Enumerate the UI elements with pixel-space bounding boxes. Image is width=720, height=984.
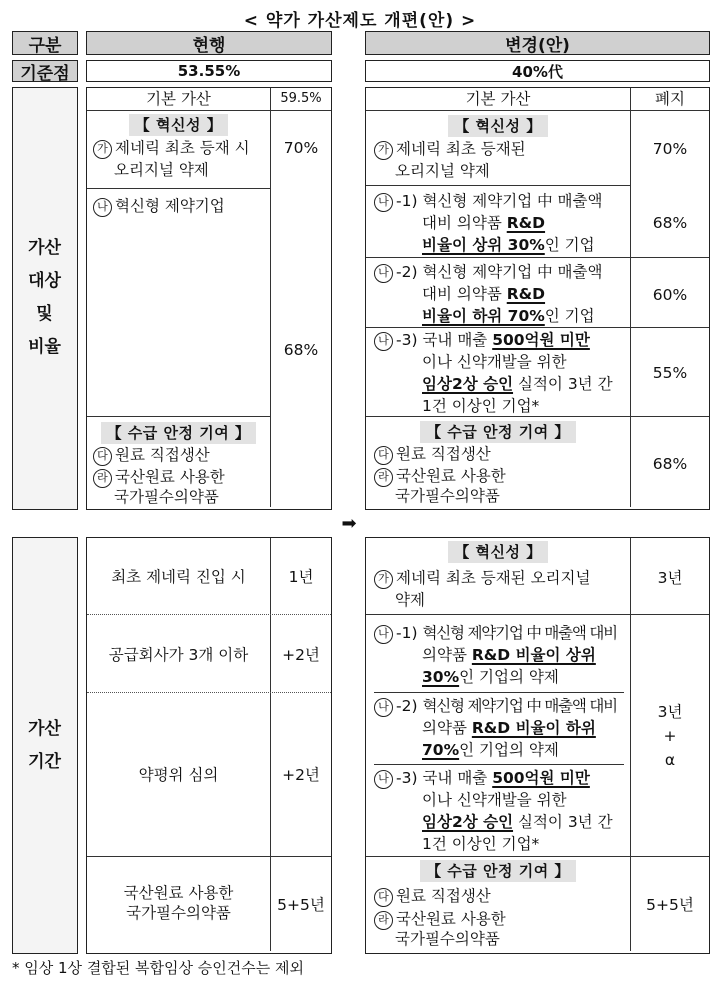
proposed-item-b1: 나 -1) 혁신형 제약기업 中 매출액 대비 의약품 R&D 비율이 상위 30%인 기업	[374, 190, 602, 256]
section2-current-table	[86, 537, 332, 954]
current-period-row3: 약평위 심의	[138, 766, 219, 784]
circled-na-icon: 나	[374, 193, 393, 212]
circled-na-icon: 나	[374, 698, 393, 717]
current-period-row1: 최초 제네릭 진입 시	[111, 568, 246, 586]
proposed-item-b2: 나 -2) 혁신형 제약기업 中 매출액 대비 의약품 R&D 비율이 하위 70%인 기업	[374, 261, 602, 327]
proposed-item-a: 가 제네릭 최초 등재된 오리지널 약제	[374, 138, 526, 182]
current-period-row4-value: 5+5년	[277, 896, 325, 914]
section2-label-box	[12, 537, 78, 954]
circled-ga-icon: 가	[374, 570, 393, 589]
circled-na-icon: 나	[374, 332, 393, 351]
baseline-current: 53.55%	[86, 60, 332, 82]
section1-proposed-table	[365, 87, 710, 510]
circled-na-icon: 나	[93, 198, 112, 217]
section2-label-line: 가산	[28, 719, 61, 739]
proposed-period-supply-title: 【 수급 안정 기여 】	[366, 860, 630, 882]
current-item-c: 다 원료 직접생산	[93, 444, 210, 466]
section1-label-line: 비율	[28, 337, 61, 357]
section1-current-table	[86, 87, 332, 510]
proposed-col-header: 기본 가산	[465, 90, 531, 108]
current-col-header: 기본 가산	[146, 90, 211, 108]
current-supply-title: 【 수급 안정 기여 】	[87, 422, 270, 444]
baseline-label: 기준점	[12, 60, 78, 82]
current-period-row2-value: +2년	[282, 646, 320, 664]
footnote: * 임상 1상 결합된 복합임상 승인건수는 제외	[12, 959, 304, 977]
baseline-proposed: 40%代	[365, 60, 710, 82]
proposed-period-item-b2: 나 -2) 혁신형 제약기업 中 매출액 대비 의약품 R&D 비율이 하위 70%인 기업의 약제	[374, 695, 617, 761]
section1-label-line: 및	[36, 304, 53, 324]
arrow-right-icon: ➡	[341, 512, 357, 534]
proposed-period-item-b1: 나 -1) 혁신형 제약기업 中 매출액 대비 의약품 R&D 비율이 상위 30%인 기업의 약제	[374, 622, 617, 688]
current-item-a-pct: 70%	[283, 139, 319, 157]
circled-da-icon: 다	[374, 888, 393, 907]
current-item-d: 라 국산원료 사용한 국가필수의약품	[93, 468, 225, 507]
circled-ga-icon: 가	[93, 140, 112, 159]
section1-label-line: 대상	[28, 271, 61, 291]
section1-label-line: 가산	[28, 238, 61, 258]
proposed-period-item-b3: 나 -3) 국내 매출 500억원 미만 이나 신약개발을 위한 임상2상 승인 실적이 3년 간 1건 이상인 기업*	[374, 767, 613, 855]
circled-ra-icon: 라	[374, 468, 393, 487]
proposed-item-b2-pct: 60%	[652, 286, 688, 304]
proposed-period-item-d: 라 국산원료 사용한 국가필수의약품	[374, 910, 506, 949]
proposed-period-item-a-value: 3년	[657, 569, 683, 587]
proposed-item-b3: 나 -3) 국내 매출 500억원 미만 이나 신약개발을 위한 임상2상 승인 실적이 3년 간 1건 이상인 기업*	[374, 329, 613, 417]
proposed-period-item-b-value: 3년 + α	[657, 703, 683, 769]
current-period-row2: 공급회사가 3개 이하	[108, 646, 249, 664]
proposed-period-item-a: 가 제네릭 최초 등재된 오리지널 약제	[374, 567, 590, 611]
circled-ga-icon: 가	[374, 141, 393, 160]
current-period-row3-value: +2년	[282, 766, 320, 784]
circled-na-icon: 나	[374, 625, 393, 644]
current-item-b-pct: 68%	[283, 341, 319, 359]
current-item-b: 나 혁신형 제약기업	[93, 195, 225, 217]
circled-ra-icon: 라	[93, 469, 112, 488]
circled-da-icon: 다	[374, 446, 393, 465]
proposed-period-item-c: 다 원료 직접생산	[374, 885, 491, 907]
page-title: < 약가 가산제도 개편(안) >	[243, 10, 477, 31]
proposed-item-d: 라 국산원료 사용한 국가필수의약품	[374, 467, 506, 506]
proposed-item-c: 다 원료 직접생산	[374, 443, 491, 465]
circled-da-icon: 다	[93, 447, 112, 466]
proposed-period-supply-value: 5+5년	[646, 896, 694, 914]
circled-na-icon: 나	[374, 770, 393, 789]
current-item-a: 가 제네릭 최초 등재 시 오리지널 약제	[93, 137, 250, 181]
proposed-supply-title: 【 수급 안정 기여 】	[366, 421, 630, 443]
proposed-item-a-pct: 70%	[652, 140, 688, 158]
header-category: 구분	[12, 31, 78, 55]
header-proposed: 변경(안)	[365, 31, 710, 55]
circled-na-icon: 나	[374, 264, 393, 283]
section2-proposed-table	[365, 537, 710, 954]
current-col-header-pct: 59.5%	[280, 91, 322, 106]
circled-ra-icon: 라	[374, 911, 393, 930]
section2-label-line: 기간	[28, 752, 61, 772]
proposed-period-innovation-title: 【 혁신성 】	[366, 541, 630, 563]
current-innovation-title: 【 혁신성 】	[87, 114, 270, 136]
current-period-row1-value: 1년	[288, 568, 314, 586]
section1-label-box	[12, 87, 78, 510]
header-current: 현행	[86, 31, 332, 55]
proposed-innovation-title: 【 혁신성 】	[366, 115, 630, 137]
proposed-item-b3-pct: 55%	[652, 364, 688, 382]
proposed-col-header-right: 폐지	[655, 90, 685, 108]
current-period-row4: 국산원료 사용한 국가필수의약품	[123, 884, 234, 922]
proposed-item-b1-pct: 68%	[652, 214, 688, 232]
proposed-supply-pct: 68%	[652, 455, 688, 473]
